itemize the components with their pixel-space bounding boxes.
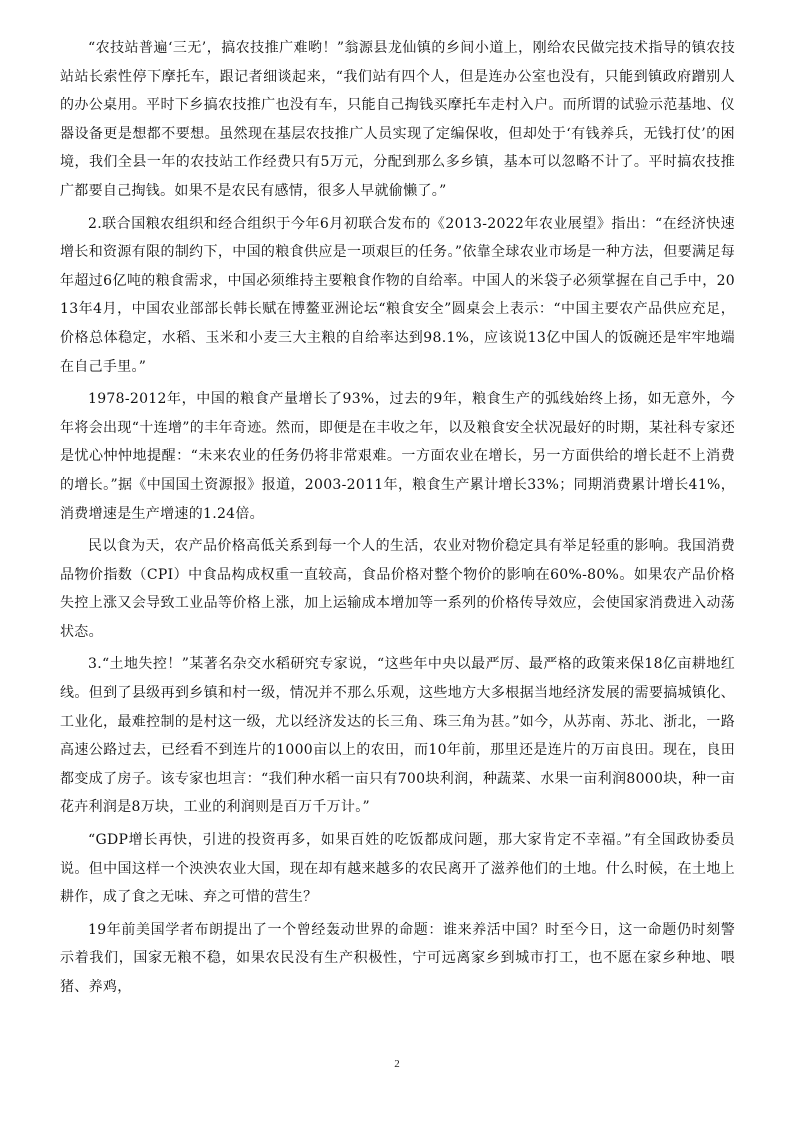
- paragraph-5: 3.“土地失控！”某著名杂交水稻研究专家说，“这些年中央以最严厉、最严格的政策来保18亿亩耕地红线。但到了县级再到乡镇和村一级，情况并不那么乐观，这些地方大多根据当地经济发展的需要搞城镇化、工业化，最难控制的是村这一级，尤以经济发达的长三角、珠三角为甚。”如今，从苏南、苏北、浙北，一路高速公路过去，已经看不到连片的1000亩以上的农田，而10年前，那里还是连片的万亩良田。现在，良田都变成了房子。该专家也坦言：“我们种水稻一亩只有700块利润，种蔬菜、水果一亩利润8000块，种一亩花卉利润是8万块，工业的利润则是百万千万计。”: [60, 656, 735, 816]
- paragraph-4: 民以食为天，农产品价格高低关系到每一个人的生活，农业对物价稳定具有举足轻重的影响。我国消费品物价指数（CPI）中食品构成权重一直较高，食品价格对整个物价的影响在60%-80%。如果农产品价格失控上涨又会导致工业品等价格上涨，加上运输成本增加等一系列的价格传导效应，会使国家消费进入动荡状态。: [60, 538, 735, 640]
- paragraph-1: “农技站普遍‘三无’，搞农技推广难哟！”翁源县龙仙镇的乡间小道上，刚给农民做完技术指导的镇农技站站长索性停下摩托车，跟记者细谈起来，“我们站有四个人，但是连办公室也没有，只能到镇政府蹭别人的办公桌用。平时下乡搞农技推广也没有车，只能自己掏钱买摩托车走村入户。而所谓的试验示范基地、仪器设备更是想都不要想。虽然现在基层农技推广人员实现了定编保收，但却处于‘有钱养兵，无钱打仗’的困境，我们全县一年的农技站工作经费只有5万元，分配到那么多乡镇，基本可以忽略不计了。平时搞农技推广都要自己掏钱。如果不是农民有感情，很多人早就偷懒了。”: [60, 40, 735, 199]
- page-number: 2: [394, 1058, 400, 1070]
- paragraph-7: 19年前美国学者布朗提出了一个曾经轰动世界的命题：谁来养活中国？时至今日，这一命题仍时刻警示着我们，国家无粮不稳，如果农民没有生产积极性，宁可远离家乡到城市打工，也不愿在家乡种地、喂猪、养鸡，: [60, 921, 735, 995]
- paragraph-2: 2.联合国粮农组织和经合组织于今年6月初联合发布的《2013-2022年农业展望》指出：“在经济快速增长和资源有限的制约下，中国的粮食供应是一项艰巨的任务。”依靠全球农业市场是一种方法，但要满足每年超过6亿吨的粮食需求，中国必须维持主要粮食作物的自给率。中国人的米袋子必须掌握在自己手中，2013年4月，中国农业部部长韩长赋在博鳌亚洲论坛“粮食安全”圆桌会上表示：“中国主要农产品供应充足，价格总体稳定，水稻、玉米和小麦三大主粮的自给率达到98.1%，应该说13亿中国人的饭碗还是牢牢地端在自己手里。”: [60, 215, 735, 375]
- paragraph-3: 1978-2012年，中国的粮食产量增长了93%，过去的9年，粮食生产的弧线始终上扬，如无意外，今年将会出现“十连增”的丰年奇迹。然而，即便是在丰收之年，以及粮食安全状况最好的时期，某社科专家还是忧心忡忡地提醒：“未来农业的任务仍将非常艰难。一方面农业在增长，另一方面供给的增长赶不上消费的增长。”据《中国国土资源报》报道，2003-2011年，粮食生产累计增长33%；同期消费累计增长41%，消费增速是生产增速的1.24倍。: [60, 391, 735, 522]
- document-body: [60, 34, 735, 1006]
- paragraph-6: “GDP增长再快，引进的投资再多，如果百姓的吃饭都成问题，那大家肯定不幸福。”有全国政协委员说。但中国这样一个泱泱农业大国，现在却有越来越多的农民离开了滋养他们的土地。什么时候，在土地上耕作，成了食之无味、弃之可惜的营生？: [60, 832, 735, 906]
